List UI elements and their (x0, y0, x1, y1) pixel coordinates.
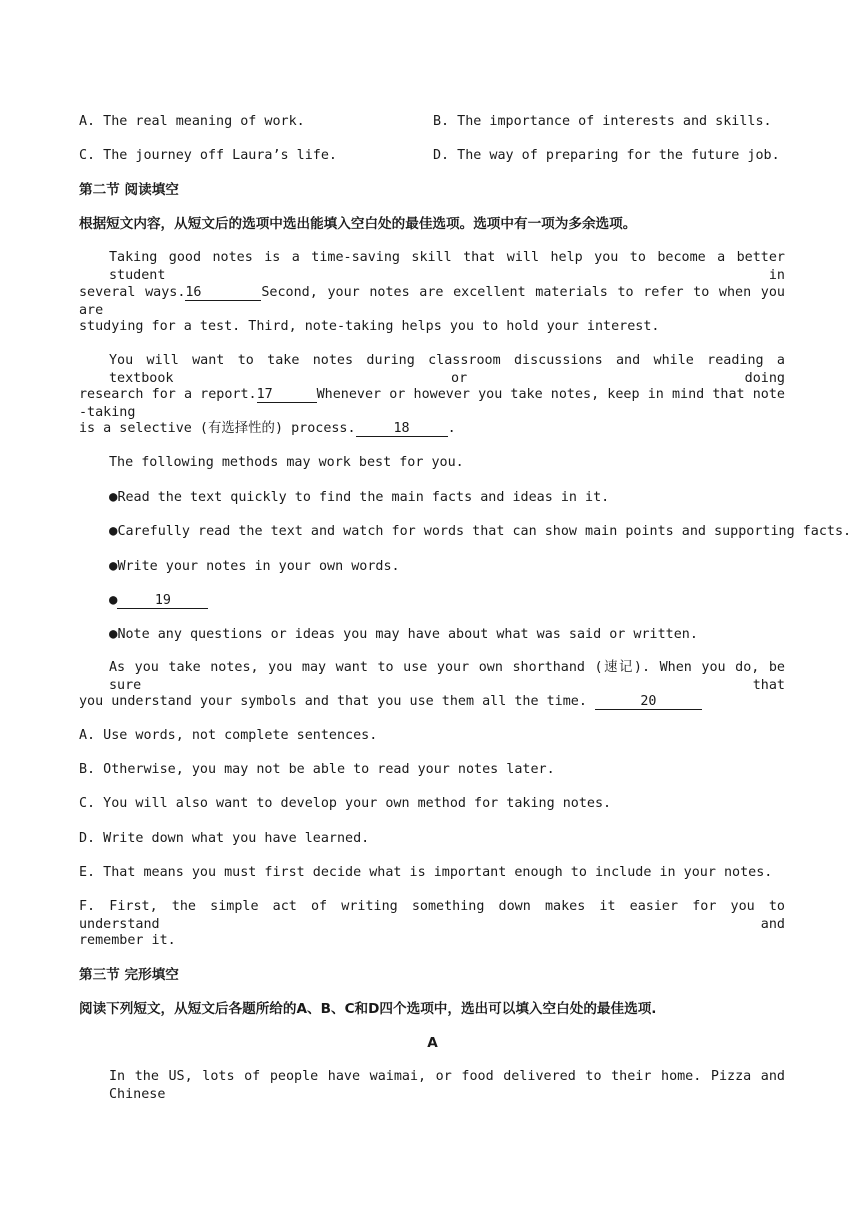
paragraph3-line2 (79, 693, 702, 711)
option-e: E. That means you must first decide what is important enough to include in your notes. (79, 865, 773, 880)
prev-option-b: B. The importance of interests and skills. (433, 114, 772, 129)
option-a: A. Use words, not complete sentences. (79, 728, 378, 743)
p2-text-c: is a selective (有选择性的) process. (79, 421, 356, 436)
bullet-text: Carefully read the text and watch for words that can show main points and supporting facts. (117, 524, 852, 539)
bullet-text: Write your notes in your own words. (117, 559, 400, 574)
bullet-text: Note any questions or ideas you may have about what was said or written. (117, 627, 698, 642)
bullet-text: Read the text quickly to find the main facts and ideas in it. (117, 490, 610, 505)
option-f-line1: F. First, the simple act of writing something down makes it easier for you to understand and (79, 899, 785, 932)
bullet-icon: ● (109, 489, 118, 505)
p1-text-b: Second, your notes are excellent materials to refer to when you are (79, 285, 785, 318)
section2-heading: 第二节 阅读填空 (79, 182, 179, 198)
paragraph1-line2 (79, 284, 785, 320)
option-f-line2: remember it. (79, 933, 176, 948)
bullet-icon: ● (109, 592, 118, 608)
p3-text: you understand your symbols and that you use them all the time. (79, 694, 587, 709)
p2-text-b: Whenever or however you take notes, keep in mind that note -taking (79, 387, 785, 420)
bullet-item-1 (109, 488, 609, 507)
passage-a-line1: In the US, lots of people have waimai, or food delivered to their home. Pizza and Chinese (109, 1069, 785, 1102)
bullet-icon: ● (109, 558, 118, 574)
section3-instruction: 阅读下列短文，从短文后各题所给的A、B、C和D四个选项中，选出可以填入空白处的最佳选项. (79, 1001, 657, 1017)
paragraph1-line3: studying for a test. Third, note-taking helps you to hold your interest. (79, 319, 660, 334)
p2-text-d: . (447, 421, 456, 436)
bullet-icon: ● (109, 626, 118, 642)
option-d: D. Write down what you have learned. (79, 831, 370, 846)
option-b: B. Otherwise, you may not be able to read your notes later. (79, 762, 555, 777)
blank-17[interactable]: 17 (257, 387, 317, 403)
methods-intro: The following methods may work best for you. (109, 455, 464, 470)
bullet-item-5 (109, 625, 698, 644)
bullet-item-2 (109, 522, 851, 541)
section2-instruction: 根据短文内容，从短文后的选项中选出能填入空白处的最佳选项。选项中有一项为多余选项。 (79, 216, 637, 232)
paragraph3-line1: As you take notes, you may want to use your own shorthand (速记). When you do, be sure that (109, 660, 785, 693)
prev-option-a: A. The real meaning of work. (79, 114, 305, 129)
prev-option-d: D. The way of preparing for the future job. (433, 148, 780, 163)
paragraph2-line1: You will want to take notes during classroom discussions and while reading a textbook or doing (109, 353, 785, 386)
paragraph1-line1: Taking good notes is a time-saving skill that will help you to become a better student in (109, 250, 785, 283)
blank-19[interactable]: 19 (117, 593, 208, 609)
blank-16[interactable]: 16 (185, 285, 261, 301)
section3-heading: 第三节 完形填空 (79, 967, 179, 983)
blank-18[interactable]: 18 (356, 421, 448, 437)
paragraph2-line2 (79, 386, 785, 422)
passage-label: A (427, 1035, 438, 1051)
p2-text-a: research for a report. (79, 387, 257, 402)
prev-option-c: C. The journey off Laura’s life. (79, 148, 337, 163)
paragraph2-line3 (79, 420, 456, 438)
bullet-item-3 (109, 557, 400, 576)
bullet-item-4 (109, 591, 208, 610)
p1-text-a: several ways. (79, 285, 186, 300)
bullet-icon: ● (109, 523, 118, 539)
blank-20[interactable]: 20 (595, 694, 702, 710)
option-c: C. You will also want to develop your own method for taking notes. (79, 796, 612, 811)
